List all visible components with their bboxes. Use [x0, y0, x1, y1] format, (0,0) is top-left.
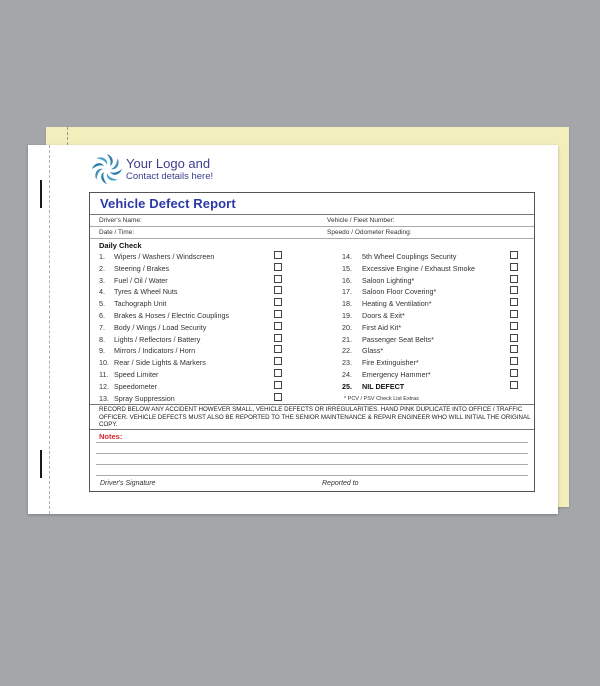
checklist-checkbox[interactable]	[274, 286, 282, 294]
checklist-checkbox[interactable]	[510, 381, 518, 389]
notes-divider	[90, 429, 534, 430]
checklist-item-number: 14.	[342, 252, 352, 261]
logo-line-1: Your Logo and	[126, 156, 211, 171]
checklist-item-number: 24.	[342, 370, 352, 379]
checklist-item-label: Glass*	[362, 346, 384, 356]
logo-swirl-icon	[90, 152, 124, 186]
checklist-item-label: Speed Limiter	[114, 370, 159, 379]
pcv-note: * PCV / PSV Check List Extras	[344, 396, 419, 402]
driver-name-field[interactable]: Driver's Name:	[99, 217, 142, 224]
checklist-item-label: NIL DEFECT	[362, 381, 405, 391]
checklist-item-label: Saloon Floor Covering*	[362, 287, 437, 297]
checklist-item	[342, 252, 520, 263]
checklist-item	[99, 287, 284, 298]
checklist-item	[99, 335, 284, 346]
daily-check-title: Daily Check	[99, 241, 142, 250]
checklist-item	[99, 299, 284, 310]
checklist-checkbox[interactable]	[510, 298, 518, 306]
reported-to-field[interactable]: Reported to	[322, 480, 359, 487]
checklist-item-label: Body / Wings / Load Security	[114, 322, 207, 332]
checklist-item	[99, 358, 284, 369]
checklist-item-number: 5.	[99, 299, 105, 309]
checklist-item-number: 3.	[99, 275, 105, 285]
binding-mark-top	[40, 180, 42, 208]
checklist-item	[99, 276, 284, 287]
checklist-item-label: Rear / Side Lights & Markers	[114, 358, 206, 368]
checklist-item-number: 19.	[342, 311, 352, 320]
checklist-item-number: 15.	[342, 263, 352, 273]
checklist-item	[99, 394, 284, 405]
logo-line-2: Contact details here!	[126, 171, 214, 182]
checklist-item-number: 6.	[99, 311, 105, 320]
checklist-item-label: Steering / Brakes	[114, 263, 170, 273]
checklist-checkbox[interactable]	[510, 322, 518, 330]
form-title: Vehicle Defect Report	[100, 196, 236, 211]
vehicle-fleet-number-field[interactable]: Vehicle / Fleet Number:	[327, 217, 395, 224]
checklist-item-number: 1.	[99, 252, 105, 261]
checklist-item	[342, 311, 520, 322]
checklist-item-label: Doors & Exit*	[362, 311, 405, 320]
checklist-item-number: 21.	[342, 334, 352, 344]
notes-line-1[interactable]	[96, 442, 528, 443]
checklist-item	[99, 264, 284, 275]
checklist-item	[99, 382, 284, 393]
checklist-item-number: 11.	[99, 370, 109, 379]
notice-divider	[90, 404, 534, 405]
checklist-item-label: First Aid Kit*	[362, 322, 402, 332]
checklist-checkbox[interactable]	[510, 275, 518, 283]
checklist-item-label: Brakes & Hoses / Electric Couplings	[114, 311, 230, 320]
checklist-item-number: 12.	[99, 381, 109, 391]
checklist-item	[342, 276, 520, 287]
logo-block	[90, 152, 290, 192]
checklist-checkbox[interactable]	[274, 334, 282, 342]
vehicle-defect-form	[89, 192, 535, 492]
checklist-checkbox[interactable]	[510, 334, 518, 342]
checklist-item-number: 2.	[99, 263, 105, 273]
notes-line-3[interactable]	[96, 464, 528, 465]
checklist-item-label: 5th Wheel Couplings Security	[362, 252, 457, 261]
checklist-item-label: Spray Suppression	[114, 393, 175, 403]
checklist-checkbox[interactable]	[274, 251, 282, 259]
checklist-checkbox[interactable]	[510, 310, 518, 318]
notes-line-4[interactable]	[96, 475, 528, 476]
field-divider-2	[90, 238, 534, 239]
checklist-item-label: Wipers / Washers / Windscreen	[114, 252, 215, 261]
checklist-item-number: 17.	[342, 287, 352, 297]
checklist-checkbox[interactable]	[510, 263, 518, 271]
checklist-item	[342, 287, 520, 298]
checklist-item	[99, 346, 284, 357]
checklist-checkbox[interactable]	[274, 381, 282, 389]
checklist-checkbox[interactable]	[274, 345, 282, 353]
logo-text	[126, 157, 213, 183]
title-divider	[90, 214, 534, 215]
checklist-item-number: 16.	[342, 275, 352, 285]
checklist-checkbox[interactable]	[510, 345, 518, 353]
checklist-item	[342, 264, 520, 275]
checklist-item-number: 10.	[99, 358, 109, 368]
checklist-item-label: Excessive Engine / Exhaust Smoke	[362, 263, 476, 273]
checklist-item-number: 9.	[99, 346, 105, 356]
checklist-item-number: 4.	[99, 287, 105, 297]
checklist-item-label: Fuel / Oil / Water	[114, 275, 168, 285]
checklist-checkbox[interactable]	[510, 357, 518, 365]
checklist-item-number: 20.	[342, 322, 352, 332]
driver-signature-field[interactable]: Driver's Signature	[100, 480, 156, 487]
checklist-item	[342, 358, 520, 369]
checklist-item	[342, 346, 520, 357]
checklist-checkbox[interactable]	[274, 275, 282, 283]
checklist-item-label: Saloon Lighting*	[362, 275, 415, 285]
checklist-checkbox[interactable]	[274, 263, 282, 271]
checklist-item-number: 22.	[342, 346, 352, 356]
checklist-item	[99, 252, 284, 263]
notes-line-2[interactable]	[96, 453, 528, 454]
checklist-item	[99, 311, 284, 322]
checklist-item-label: Speedometer	[114, 381, 158, 391]
checklist-item-label: Passenger Seat Belts*	[362, 334, 434, 344]
speedo-reading-field[interactable]: Speedo / Odometer Reading:	[327, 229, 412, 236]
checklist-item-label: Heating & Ventilation*	[362, 299, 432, 309]
checklist-item	[342, 382, 520, 393]
field-divider-1	[90, 226, 534, 227]
checklist-item	[342, 335, 520, 346]
checklist-checkbox[interactable]	[274, 298, 282, 306]
checklist-checkbox[interactable]	[510, 286, 518, 294]
checklist-checkbox[interactable]	[274, 322, 282, 330]
reporting-notice: RECORD BELOW ANY ACCIDENT HOWEVER SMALL, VEHICLE DEFECTS OR IRREGULARITIES. HAND PINK DUPLICATE INTO OFFICE / TRAFFIC OFFICER. VEHICLE DEFECTS MUST ALSO BE REPORTED TO THE SENIOR MAINTENANCE & REPAIR ENGINEER WHO WILL INITIAL THE ORIGINAL COPY.	[99, 406, 531, 429]
checklist-item	[342, 370, 520, 381]
checklist-item-label: Emergency Hammer*	[362, 370, 431, 379]
checklist-item	[99, 370, 284, 381]
date-time-field[interactable]: Date / Time:	[99, 229, 135, 236]
checklist-checkbox[interactable]	[510, 251, 518, 259]
checklist-item	[342, 323, 520, 334]
checklist-item-number: 23.	[342, 358, 352, 368]
checklist-item-label: Tyres & Wheel Nuts	[114, 287, 178, 297]
checklist-item-number: 8.	[99, 334, 105, 344]
checklist-checkbox[interactable]	[274, 393, 282, 401]
checklist-item-number: 13.	[99, 393, 109, 403]
checklist-item-label: Fire Extinguisher*	[362, 358, 419, 368]
checklist-checkbox[interactable]	[274, 369, 282, 377]
checklist-item-number: 25.	[342, 381, 352, 391]
checklist-item-number: 7.	[99, 322, 105, 332]
checklist-item-label: Tachograph Unit	[114, 299, 167, 309]
checklist-checkbox[interactable]	[510, 369, 518, 377]
checklist-checkbox[interactable]	[274, 357, 282, 365]
checklist-item	[99, 323, 284, 334]
checklist-item-label: Mirrors / Indicators / Horn	[114, 346, 196, 356]
checklist-item	[342, 299, 520, 310]
checklist-checkbox[interactable]	[274, 310, 282, 318]
binding-mark-bottom	[40, 450, 42, 478]
checklist-item-label: Lights / Reflectors / Battery	[114, 334, 201, 344]
perforation-line	[49, 145, 50, 514]
checklist-item-number: 18.	[342, 299, 352, 309]
notes-title: Notes:	[99, 432, 123, 441]
